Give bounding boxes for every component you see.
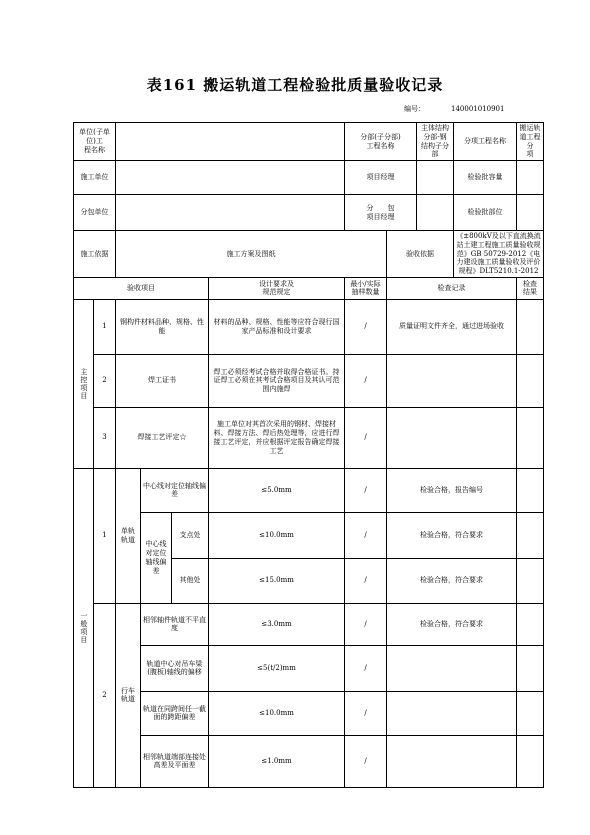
- item-record: 检验合格，符合要求: [387, 558, 517, 603]
- sub-project-label: 分部(子分部) 工程名称: [345, 123, 417, 161]
- item-requirement: ≤10.0mm: [209, 691, 345, 735]
- item-sample: /: [345, 354, 387, 407]
- item-record: [387, 735, 517, 787]
- sub-project-value: 主体结构分部-钢 结构子分部: [417, 123, 454, 161]
- item-no: 1: [94, 299, 116, 354]
- batch-capacity-label: 检验批容量: [454, 161, 517, 195]
- item-requirement: ≤5.0mm: [209, 468, 345, 512]
- item-requirement: ≤10.0mm: [209, 512, 345, 558]
- batch-capacity-value[interactable]: [517, 161, 544, 195]
- item-sample: /: [345, 558, 387, 603]
- item-name: 轨道中心对吊车梁(腹板)轴线的偏移: [141, 645, 209, 691]
- item-result[interactable]: [517, 354, 544, 407]
- item-project-value: 搬运轨道工程分 项: [517, 123, 544, 161]
- acceptance-basis-value: 《±800kV及以下直流换流站土建工程施工质量验收规范》GB 50729-2012《电力建设施工质量验收及评价规程》DLT5210.1-2012: [454, 231, 544, 278]
- item-result[interactable]: [517, 468, 544, 512]
- table-row: [74, 691, 544, 735]
- number-label: 编号：: [404, 105, 425, 113]
- item-name: 焊工证书: [116, 354, 209, 407]
- item-sample: /: [345, 645, 387, 691]
- item-name: 相邻轨道端部连接处高差及平面差: [141, 735, 209, 787]
- table-row: [74, 512, 544, 558]
- item-requirement: ≤15.0mm: [209, 558, 345, 603]
- table-row: [74, 645, 544, 691]
- item-record: 检验合格，报告编号: [387, 468, 517, 512]
- group2-no: 2: [94, 603, 116, 787]
- project-manager-label: 项目经理: [345, 161, 417, 195]
- item-no: 3: [94, 407, 116, 468]
- item-requirement: 焊工必须经考试合格并取得合格证书。持证焊工必须在其考试合格项目及其认可范围内施焊: [209, 354, 345, 407]
- item-name: 钢构件材料品种、规格、性能: [116, 299, 209, 354]
- item-record: [387, 645, 517, 691]
- number-value: 140001010901: [451, 105, 505, 113]
- sub-manager-label: 分 包 项目经理: [345, 195, 417, 231]
- general-group-label: 一般项目: [74, 468, 94, 787]
- group1-sub-label: 中心线对定位轴线偏差: [141, 512, 172, 603]
- item-record: 检验合格，符合要求: [387, 512, 517, 558]
- item-record: [387, 407, 517, 468]
- main-group-label: 主控项目: [74, 299, 94, 468]
- project-manager-value[interactable]: [417, 161, 454, 195]
- item-result[interactable]: [517, 558, 544, 603]
- subcontract-unit-label: 分包单位: [74, 195, 116, 231]
- item-record: 质量证明文件齐全，通过进场验收: [387, 299, 517, 354]
- page-title: 表161 搬运轨道工程检验批质量验收记录: [146, 76, 444, 94]
- item-no: 2: [94, 354, 116, 407]
- item-result[interactable]: [517, 299, 544, 354]
- batch-location-value[interactable]: [517, 195, 544, 231]
- table-row: [74, 468, 544, 512]
- item-name: 轨道在同跨间任一截面的跨距偏差: [141, 691, 209, 735]
- item-result[interactable]: [517, 603, 544, 645]
- item-record: [387, 354, 517, 407]
- item-requirement: ≤3.0mm: [209, 603, 345, 645]
- item-sample: /: [345, 512, 387, 558]
- item-result[interactable]: [517, 691, 544, 735]
- item-sample: /: [345, 691, 387, 735]
- group1-label: 单轨轨道: [116, 468, 141, 603]
- unit-project-label: 单位(子单位)工 程名称: [74, 123, 116, 161]
- item-name: 其他处: [172, 558, 209, 603]
- item-sample: /: [345, 603, 387, 645]
- table-row: [74, 407, 544, 468]
- item-requirement: 材料的品种、规格、性能等应符合现行国家产品标准和设计要求: [209, 299, 345, 354]
- column-requirement: 设计要求及 规范规定: [209, 277, 345, 299]
- record-number: [404, 104, 504, 114]
- item-result[interactable]: [517, 407, 544, 468]
- item-sample: /: [345, 407, 387, 468]
- item-sample: /: [345, 299, 387, 354]
- table-row: [74, 603, 544, 645]
- table-row: [74, 354, 544, 407]
- item-record: 检验合格，符合要求: [387, 603, 517, 645]
- item-name: 中心线对定位轴线偏差: [141, 468, 209, 512]
- item-sample: /: [345, 735, 387, 787]
- sub-manager-value[interactable]: [417, 195, 454, 231]
- item-requirement: ≤1.0mm: [209, 735, 345, 787]
- item-record: [387, 691, 517, 735]
- column-item: 验收项目: [74, 277, 209, 299]
- construction-unit-label: 施工单位: [74, 161, 116, 195]
- item-name: 支点处: [172, 512, 209, 558]
- acceptance-basis-label: 验收依据: [387, 231, 454, 278]
- construction-unit-value[interactable]: [116, 161, 345, 195]
- item-result[interactable]: [517, 512, 544, 558]
- item-sample: /: [345, 468, 387, 512]
- subcontract-unit-value[interactable]: [116, 195, 345, 231]
- item-name: 相邻轴件轨道不平直度: [141, 603, 209, 645]
- column-record: 检查记录: [387, 277, 517, 299]
- table-row: [74, 735, 544, 787]
- table-row: [74, 299, 544, 354]
- item-result[interactable]: [517, 645, 544, 691]
- item-requirement: 施工单位对其首次采用的钢材、焊接材料、焊接方法、焊后热处理等，应进行焊接工艺评定，并应根据评定报告确定焊接工艺: [209, 407, 345, 468]
- item-requirement: ≤5(t/2)mm: [209, 645, 345, 691]
- column-sample: 最小/实际 抽样数量: [345, 277, 387, 299]
- item-result[interactable]: [517, 735, 544, 787]
- item-project-label: 分项工程名称: [454, 123, 517, 161]
- group1-no: 1: [94, 468, 116, 603]
- group2-label: 行车轨道: [116, 603, 141, 787]
- unit-project-value[interactable]: [116, 123, 345, 161]
- basis-label: 施工依据: [74, 231, 116, 278]
- batch-location-label: 检验批部位: [454, 195, 517, 231]
- basis-value: 施工方案及图纸: [116, 231, 387, 278]
- acceptance-record-table: [73, 122, 544, 788]
- item-name: 焊接工艺评定☆: [116, 407, 209, 468]
- column-result: 检查 结果: [517, 277, 544, 299]
